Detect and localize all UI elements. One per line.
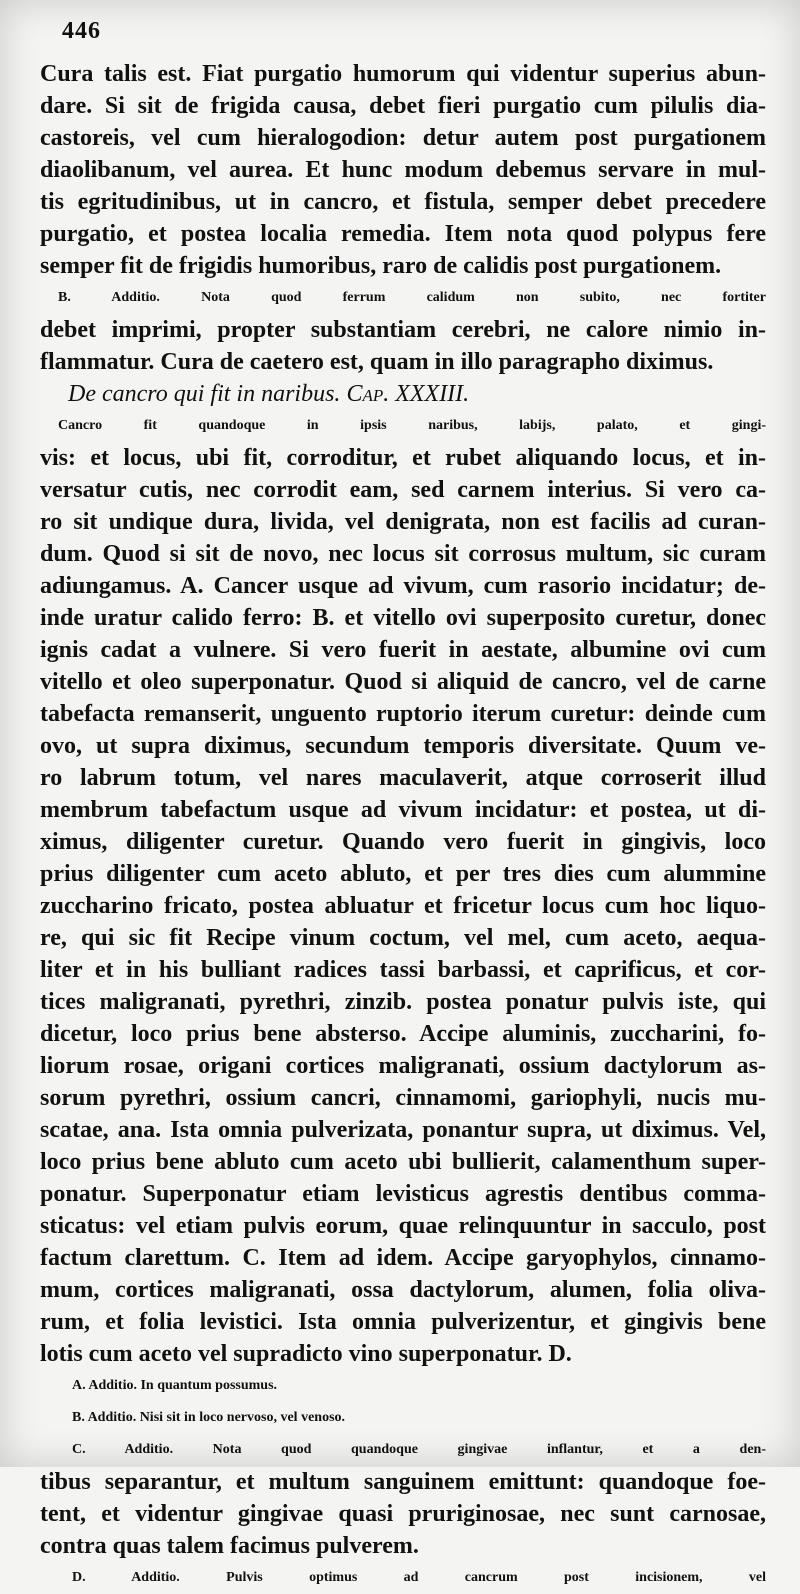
paragraph-cura bbox=[40, 58, 766, 282]
text-line: vitello et oleo superponatur. Quod si aliquid de cancro, vel de carne bbox=[40, 669, 766, 695]
text-line: dum. Quod si sit de novo, nec locus sit corrosus multum, sic curam bbox=[40, 541, 766, 567]
text-line: Cancro fit quandoque in ipsis naribus, labijs, palato, et gingi- bbox=[58, 418, 766, 433]
text-line: purgatio, et postea localia remedia. Item nota quod polypus fere bbox=[40, 221, 766, 247]
additions-block bbox=[40, 1370, 766, 1594]
text-line: dicetur, loco prius bene absterso. Accipe aluminis, zuccharini, fo- bbox=[40, 1021, 766, 1047]
text-line: liorum rosae, origani cortices maligranati, ossium dactylorum as- bbox=[40, 1053, 766, 1079]
text-line: B. Additio. Nota quod ferrum calidum non subito, nec fortiter bbox=[58, 290, 766, 305]
text-line: castoreis, vel cum hieralogodion: detur autem post purgationem bbox=[40, 125, 766, 151]
text-line: vis: et locus, ubi fit, corroditur, et rubet aliquando locus, et in- bbox=[40, 445, 766, 471]
text-line: factum clarettum. C. Item ad idem. Accipe garyophylos, cinnamo- bbox=[40, 1245, 766, 1271]
chapter-title: De cancro qui fit in naribus. bbox=[68, 381, 341, 407]
text-line: ro labrum totum, vel nares maculaverit, atque corroserit illud bbox=[40, 765, 766, 791]
addition-line: tibus separantur, et multum sanguinem emittunt: quandoque foe- bbox=[40, 1469, 766, 1495]
text-line: scatae, ana. Ista omnia pulverizata, ponantur supra, ut diximus. Vel, bbox=[40, 1117, 766, 1143]
text-line: diaolibanum, vel aurea. Et hunc modum debemus servare in mul- bbox=[40, 157, 766, 183]
text-line: adiungamus. A. Cancer usque ad vivum, cum rasorio incidatur; de- bbox=[40, 573, 766, 599]
text-line: flammatur. Cura de caetero est, quam in illo paragrapho diximus. bbox=[40, 349, 714, 375]
text-line: versatur cutis, nec corrodit eam, sed carnem interius. Si vero ca- bbox=[40, 477, 766, 503]
text-line: mum, cortices maligranati, ossa dactylorum, alumen, folia oliva- bbox=[40, 1277, 766, 1303]
chapter-number: Cap. XXXIII. bbox=[346, 381, 470, 407]
text-line: debet imprimi, propter substantiam cerebri, ne calore nimio in- bbox=[40, 317, 766, 343]
text-line: Cura talis est. Fiat purgatio humorum qui videntur superius abun- bbox=[40, 61, 766, 87]
addition-line: A. Additio. In quantum possumus. bbox=[72, 1378, 278, 1393]
text-line: ro sit undique dura, livida, vel denigrata, non est facilis ad curan- bbox=[40, 509, 766, 535]
text-line: membrum tabefactum usque ad vivum incidatur: et postea, ut di- bbox=[40, 797, 766, 823]
text-line: re, qui sic fit Recipe vinum coctum, vel mel, cum aceto, aequa- bbox=[40, 925, 766, 951]
text-line: sticatus: vel etiam pulvis eorum, quae relinquuntur in sacculo, post bbox=[40, 1213, 766, 1239]
addition-line: B. Additio. Nisi sit in loco nervoso, vel venoso. bbox=[72, 1410, 346, 1425]
addition-line: C. Additio. Nota quod quandoque gingivae inflantur, et a den- bbox=[72, 1442, 766, 1457]
text-line: ximus, diligenter curetur. Quando vero fuerit in gingivis, loco bbox=[40, 829, 766, 855]
addition-line: contra quas talem facimus pulverem. bbox=[40, 1533, 419, 1559]
text-line: tis egritudinibus, ut in cancro, et fistula, semper debet precedere bbox=[40, 189, 766, 215]
paragraph-additio-b bbox=[40, 282, 766, 378]
text-line: semper fit de frigidis humoribus, raro de calidis post purgationem. bbox=[40, 253, 722, 279]
text-line: sorum pyrethri, ossium cancri, cinnamomi, gariophyli, nucis mu- bbox=[40, 1085, 766, 1111]
text-line: ignis cadat a vulnere. Si vero fuerit in aestate, albumine ovi cum bbox=[40, 637, 766, 663]
addition-line: D. Additio. Pulvis optimus ad cancrum post incisionem, vel bbox=[72, 1570, 766, 1585]
text-line: ponatur. Superponatur etiam levisticus agrestis dentibus comma- bbox=[40, 1181, 766, 1207]
text-line: rum, et folia levistici. Ista omnia pulverizentur, et gingivis bene bbox=[40, 1309, 766, 1335]
text-line: prius diligenter cum aceto abluto, et per tres dies cum alummine bbox=[40, 861, 766, 887]
text-line: zuccharino fricato, postea abluatur et fricetur locus cum hoc liquo- bbox=[40, 893, 766, 919]
addition-line: tent, et videntur gingivae quasi pruriginosae, nec sunt carnosae, bbox=[40, 1501, 766, 1527]
text-line: liter et in his bulliant radices tassi barbassi, et caprificus, et cor- bbox=[40, 957, 766, 983]
text-line: ovo, ut supra diximus, secundum temporis diversitate. Quum ve- bbox=[40, 733, 766, 759]
paragraph-main bbox=[40, 410, 766, 1370]
text-line: inde uratur calido ferro: B. et vitello ovi superposito curetur, donec bbox=[40, 605, 766, 631]
chapter-heading bbox=[68, 378, 668, 410]
text-line: tices maligranati, pyrethri, zinzib. postea ponatur pulvis iste, qui bbox=[40, 989, 766, 1015]
text-line: lotis cum aceto vel supradicto vino superponatur. D. bbox=[40, 1341, 572, 1367]
page-number: 446 bbox=[62, 18, 101, 44]
text-line: tabefacta remanserit, unguento ruptorio iterum curetur: deinde cum bbox=[40, 701, 766, 727]
text-line: dare. Si sit de frigida causa, debet fieri purgatio cum pilulis dia- bbox=[40, 93, 766, 119]
text-line: loco prius bene abluto cum aceto ubi bullierit, calamenthum super- bbox=[40, 1149, 766, 1175]
